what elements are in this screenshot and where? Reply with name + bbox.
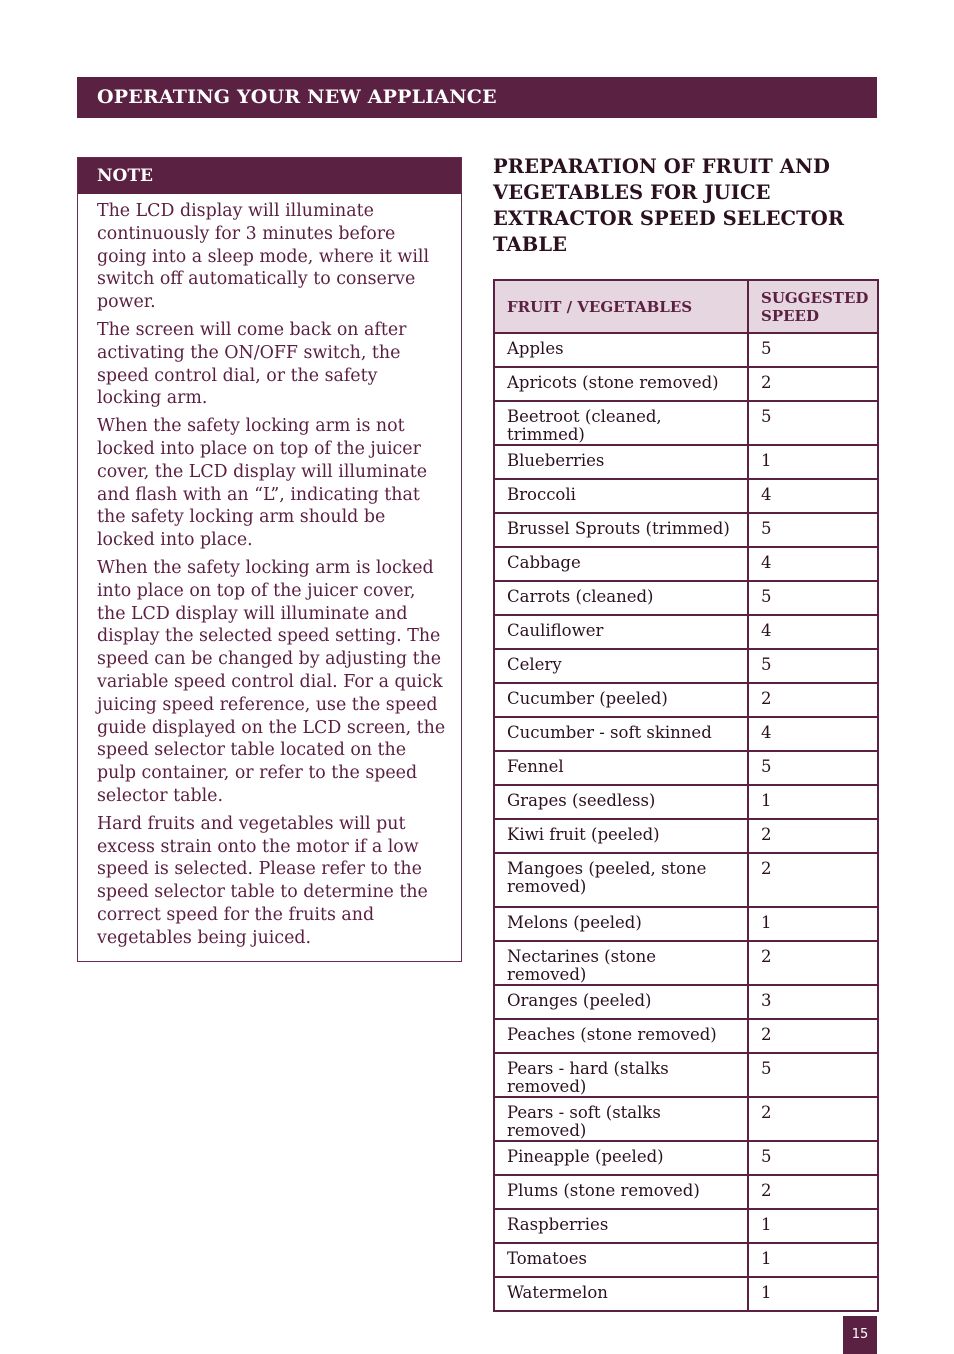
speed-cell: 1 <box>748 1209 878 1243</box>
fruit-cell: Plums (stone removed) <box>494 1175 748 1209</box>
fruit-cell: Celery <box>494 649 748 683</box>
table-body <box>494 333 878 1311</box>
speed-cell: 5 <box>748 513 878 547</box>
table-row <box>494 479 878 513</box>
page-number: 15 <box>843 1316 877 1354</box>
fruit-cell: Peaches (stone removed) <box>494 1019 748 1053</box>
speed-cell: 5 <box>748 401 878 445</box>
note-heading: NOTE <box>78 158 461 194</box>
table-row <box>494 1053 878 1097</box>
column-header-speed: SUGGESTED SPEED <box>748 280 878 333</box>
speed-cell: 5 <box>748 1141 878 1175</box>
table-row <box>494 985 878 1019</box>
note-box <box>77 157 462 962</box>
fruit-cell: Cucumber (peeled) <box>494 683 748 717</box>
table-row <box>494 649 878 683</box>
table-row <box>494 1097 878 1141</box>
fruit-cell: Pineapple (peeled) <box>494 1141 748 1175</box>
note-paragraph: Hard fruits and vegetables will put excess strain onto the motor if a low speed is selected. Please refer to the speed selector table to determine the correct speed for the fruits and vegetables being juiced. <box>97 813 428 948</box>
speed-cell: 1 <box>748 907 878 941</box>
column-header-fruit: FRUIT / VEGETABLES <box>494 280 748 333</box>
table-row <box>494 853 878 907</box>
speed-cell: 5 <box>748 333 878 367</box>
table-row <box>494 547 878 581</box>
section-header: OPERATING YOUR NEW APPLIANCE <box>77 77 877 118</box>
fruit-cell: Raspberries <box>494 1209 748 1243</box>
fruit-cell: Apricots (stone removed) <box>494 367 748 401</box>
table-row <box>494 1209 878 1243</box>
speed-cell: 2 <box>748 683 878 717</box>
fruit-cell: Cucumber - soft skinned <box>494 717 748 751</box>
fruit-cell: Apples <box>494 333 748 367</box>
table-row <box>494 615 878 649</box>
speed-cell: 1 <box>748 445 878 479</box>
note-paragraph: When the safety locking arm is not locked into place on top of the juicer cover, the LCD display will illuminate and flash with an “L”, indicating that the safety locking arm should be locked into place. <box>97 416 428 551</box>
speed-cell: 2 <box>748 1019 878 1053</box>
note-paragraph: The LCD display will illuminate continuously for 3 minutes before going into a sleep mode, where it will switch off automatically to conserve power. <box>97 201 430 313</box>
speed-cell: 2 <box>748 941 878 985</box>
speed-cell: 4 <box>748 547 878 581</box>
table-row <box>494 333 878 367</box>
speed-cell: 5 <box>748 1053 878 1097</box>
speed-cell: 5 <box>748 751 878 785</box>
speed-cell: 2 <box>748 1097 878 1141</box>
fruit-cell: Broccoli <box>494 479 748 513</box>
fruit-cell: Cauliflower <box>494 615 748 649</box>
table-row <box>494 581 878 615</box>
table-row <box>494 445 878 479</box>
speed-cell: 2 <box>748 819 878 853</box>
fruit-cell: Fennel <box>494 751 748 785</box>
speed-cell: 1 <box>748 1277 878 1311</box>
fruit-cell: Kiwi fruit (peeled) <box>494 819 748 853</box>
table-row <box>494 1175 878 1209</box>
speed-cell: 2 <box>748 367 878 401</box>
table-title: PREPARATION OF FRUIT AND VEGETABLES FOR JUICE EXTRACTOR SPEED SELECTOR TABLE <box>493 155 845 256</box>
fruit-cell: Pears - hard (stalks removed) <box>494 1053 748 1097</box>
table-row <box>494 1277 878 1311</box>
fruit-cell: Tomatoes <box>494 1243 748 1277</box>
table-row <box>494 683 878 717</box>
fruit-cell: Blueberries <box>494 445 748 479</box>
speed-cell: 2 <box>748 1175 878 1209</box>
fruit-cell: Beetroot (cleaned, trimmed) <box>494 401 748 445</box>
table-row <box>494 513 878 547</box>
speed-cell: 5 <box>748 581 878 615</box>
table-row <box>494 1243 878 1277</box>
speed-cell: 3 <box>748 985 878 1019</box>
speed-selector-table <box>493 279 879 1312</box>
table-row <box>494 1141 878 1175</box>
fruit-cell: Nectarines (stone removed) <box>494 941 748 985</box>
fruit-cell: Mangoes (peeled, stone removed) <box>494 853 748 907</box>
table-row <box>494 717 878 751</box>
table-row <box>494 1019 878 1053</box>
speed-cell: 1 <box>748 785 878 819</box>
table-row <box>494 941 878 985</box>
table-row <box>494 401 878 445</box>
fruit-cell: Melons (peeled) <box>494 907 748 941</box>
table-row <box>494 751 878 785</box>
fruit-cell: Watermelon <box>494 1277 748 1311</box>
fruit-cell: Carrots (cleaned) <box>494 581 748 615</box>
table-row <box>494 819 878 853</box>
fruit-cell: Pears - soft (stalks removed) <box>494 1097 748 1141</box>
speed-cell: 1 <box>748 1243 878 1277</box>
fruit-cell: Oranges (peeled) <box>494 985 748 1019</box>
table-row <box>494 367 878 401</box>
speed-cell: 4 <box>748 615 878 649</box>
speed-cell: 2 <box>748 853 878 907</box>
table-row <box>494 785 878 819</box>
fruit-cell: Grapes (seedless) <box>494 785 748 819</box>
speed-cell: 4 <box>748 717 878 751</box>
table-header-row <box>494 280 878 333</box>
note-paragraph: When the safety locking arm is locked into place on top of the juicer cover, the LCD display will illuminate and display the selected speed setting. The speed can be changed by adjusting the variable speed control dial. For a quick juicing speed reference, use the speed guide displayed on the LCD screen, the speed selector table located on the pulp container, or refer to the speed selector table. <box>97 557 446 806</box>
fruit-cell: Cabbage <box>494 547 748 581</box>
speed-cell: 4 <box>748 479 878 513</box>
note-paragraph: The screen will come back on after activating the ON/OFF switch, the speed control dial, or the safety locking arm. <box>97 319 407 409</box>
speed-cell: 5 <box>748 649 878 683</box>
table-row <box>494 907 878 941</box>
note-body <box>78 194 461 950</box>
fruit-cell: Brussel Sprouts (trimmed) <box>494 513 748 547</box>
